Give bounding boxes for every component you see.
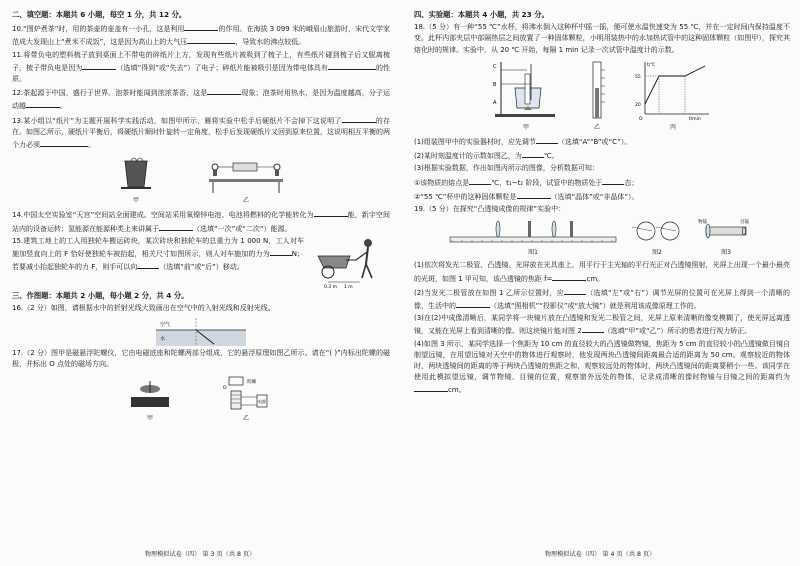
answer-blank[interactable] [314,208,348,217]
question-19-2: (2)当发光二极管放在如图 1 乙所示位置时，应 （选填“左”或“右”）调节光屏的位置可在光屏上得到一个清晰的像，生活中的 （选填“照相机”“投影仪”或“放大镜”）就是利用该成像原理工作的。 [414,286,790,312]
page-4-footer: 物理模拟试卷（四） 第 4 页（共 8 页） [544,550,656,558]
tick-55: 55 [635,74,641,80]
question-12: 12.茶起源于中国，盛行于世界。泡茶时能闻到浓浓茶香，这是 现象；泡茶时用热水，是因为温度越高，分子运动越 。 [12,86,390,112]
refraction-diagram [156,316,246,346]
question-19-3: (3)在(2)中成像清晰后，某同学将一块镜片放在凸透镜和发光二极管之间，光屏上原来清晰的像变模糊了，使光屏远离透镜，又能在光屏上看到清晰的像。则这块镜片能对图 2 （选填“甲”或“乙”）所示的患者进行视力矫正。 [414,314,790,336]
answer-blank[interactable] [536,135,558,144]
cup-card-diagram [111,153,161,195]
question-13: 13.某小组以“纸片”为主题开展科学实践活动，如图甲所示，雁将实验中松手后硬纸片不会掉下这说明了 的存在。如图乙所示，硬纸片平衡后，将硬纸片顺时针旋转一定角度，松手后发现硬纸片又回到原来位置，这说明相互平衡的两个力必须 。 [12,114,390,152]
answer-blank[interactable] [456,299,490,308]
question-19: 19.（5 分）在探究“凸透镜成像的规律”实验中： [414,205,566,214]
thermometer-reading-diagram [585,58,609,122]
label-a: A [493,99,497,106]
question-16: 16.（2 分）如图，请根据水中的折射光线大致画出在空气中的入射光线和反射光线。 [12,304,275,313]
answer-blank[interactable] [469,176,491,185]
axis-x-label: t/min [689,116,701,122]
maglev-gyro-photo [125,373,175,413]
section-4-title: 四、实验题：本题共 4 小题，共 23 分。 [414,10,549,19]
origin-o: O [639,116,643,122]
question-18-2: (2)某时刻温度计的示数如图乙，为 ℃。 [414,149,790,162]
label-gyro: 陀螺 [247,379,256,385]
dim-0-3m: 0.3 m [324,284,337,290]
answer-blank[interactable] [414,383,448,392]
answer-blank[interactable] [328,61,376,70]
question-18-3b: ②“55 ℃”杯中的这种固体颗粒是 （选填“晶体”或“非晶体”）。 [414,190,790,203]
label-c: C [493,63,497,70]
answer-blank[interactable] [522,149,544,158]
answer-blank[interactable] [137,260,159,269]
label-water: 水 [160,336,166,343]
answer-blank[interactable] [187,35,235,44]
answer-blank[interactable] [552,272,586,281]
maglev-principle-diagram [215,373,277,413]
question-18-3a: ①该物质的熔点是 ℃，t₁~t₂ 阶段，试管中的物质处于 态； [414,176,790,189]
heating-apparatus-diagram [491,58,561,122]
section-2-title: 二、填空题：本题共 6 小题，每空 1 分，共 12 分。 [12,10,187,19]
label-point-o: O [223,385,227,391]
dim-1m: 1 m [344,284,353,290]
answer-blank[interactable] [342,114,376,123]
question-19-1: (1)依次将发光二极管、凸透镜、光屏放在光具座上，用平行于主光轴的平行光正对凸透镜照射，光屏上出现一个最小最亮的光斑，如图 1 甲可知，该凸透镜的焦距 f= cm。 [414,261,790,283]
page-4 [400,0,800,566]
answer-blank[interactable] [159,222,193,231]
section-3-title: 三、作图题：本题共 2 小题，每小题 2 分，共 4 分。 [12,290,189,300]
answer-blank[interactable] [82,61,116,70]
answer-blank[interactable] [26,99,60,108]
answer-blank[interactable] [184,22,218,31]
label-objective: 物镜 [698,220,707,226]
answer-blank[interactable] [517,190,551,199]
tick-20: 20 [635,102,641,108]
figure-17: 甲 陀螺 电源 O 乙 [12,373,390,424]
figure-16 [12,316,390,346]
label-b: B [493,81,497,88]
page-3-footer: 物理模拟试卷（四） 第 3 页（共 8 页） [144,550,256,558]
answer-blank[interactable] [602,176,624,185]
temperature-time-graph [633,58,713,122]
question-18-1: (1)组装图甲中的实验器材时，应先调节 （选填“A”“B”或“C”）。 [414,135,790,148]
answer-blank[interactable] [207,86,241,95]
figure-13: 甲 乙 [12,153,390,206]
figure-18: C B A 甲 乙 t/℃ t/min 55 20 O 丙 [414,58,790,133]
telescope-diagram [696,217,756,247]
question-19-4: (4)如图 3 所示，某同学选择一个焦距为 10 cm 的直径较大的凸透镜做物镜，焦距为 5 cm 的直径较小的凸透镜做目镜自制望远镜，在用望远镜对天空中的物体进行观察时，他发现两块凸透镜间距离最合适的距离为 50 cm。观察较近的物体时，两块透镜间的距离的等于两块凸透镜的焦距之和，观察较远处的物体时，两块凸透镜间的距离要稍小一些。该同学在使用此模拟望远镜，调节物镜、目镜的位置，观察窗外远处的物体，记录成清晰的像时物镜与目镜之间的距离约为cm。 [414,339,790,395]
answer-blank[interactable] [582,324,604,333]
question-10: 10.“围炉煮茶”时，用的茶壶的壶盖有一小孔，这是利用 的作用。在海拔 3 099 米的峨眉山旅游时，宋代文学家范成大发现山上“煮米不成饭”，这是因为高山上的大气压 ，导致水的沸点较低。 [12,22,390,48]
eye-vision-diagram [632,217,682,247]
answer-blank[interactable] [270,247,292,256]
question-18-3: (3)根据实验数据，作出如图丙所示的图像，分析数据可知： [414,164,599,173]
label-eyepiece: 目镜 [740,220,749,226]
figure-19: 图1 图2 物镜 目镜 图3 [414,217,790,258]
axis-y-label: t/℃ [647,62,656,68]
question-18: 18.（5 分）有一种“55 ℃”水杯，将沸水倒入这种杯中摇一摇，便可使水温快速变为 55 ℃，并在一定时间内保持温度不变。此杯内部夹层中部隔热层之间放置了一种固体颗粒，小明用装热中的水加热试管中的这种固体颗粒（如图甲），探究其熔化时的规律。实验中，从 20 ℃ 开始，每隔 1 min 记录一次试管中温度计的示数。 [414,23,790,54]
question-11: 11.将带负电的塑料梳子放到桌面上不带电的碎纸片上方，发现有些纸片被吸到了梳子上，有些纸片碰到梳子后又脱离梳子，梳子带负电是因为 （选填“得到”或“失去”）了电子；碎纸片能被吸引是因为带电体具有 的性质。 [12,50,391,84]
question-17: 17.（2 分）图甲是磁悬浮陀螺仪，它由电磁底座和陀螺两部分组成，它的悬浮原理如图乙所示。请在“( )”内标出陀螺的磁极，并标出 O 点处的磁场方向。 [12,349,390,369]
answer-blank[interactable] [40,138,88,147]
wheelbarrow-worker-figure [310,236,390,290]
label-power: 电源 [258,398,266,404]
optical-bench-diagram [448,217,618,247]
question-14: 14.中国太空实验室“天宫”空间站全面建成。空间站采用氧镍锌电池、电池将燃料的化学能转化为 能，新宇空间站内的设备运转；氢能源在能源种类上来讲属于 （选填“一次”或“二次”）能源。 [12,208,390,234]
answer-blank[interactable] [564,286,586,295]
label-air: 空气 [160,322,171,329]
question-15: 0.3 m 1 m 15.建筑工地上的工人用独轮车搬运砖块，某次砖块和独轮车的总重力为 1 000 N，工人对车施加竖直向上的 F 恰好使独轮车被抬起，相关尺寸如图所示，则人对车施加的力为 N；若要减小抬起独轮车的力 F，则手可以向 （选填“前”或“后”）移动。 [12,236,390,274]
pulley-card-diagram [201,153,291,195]
